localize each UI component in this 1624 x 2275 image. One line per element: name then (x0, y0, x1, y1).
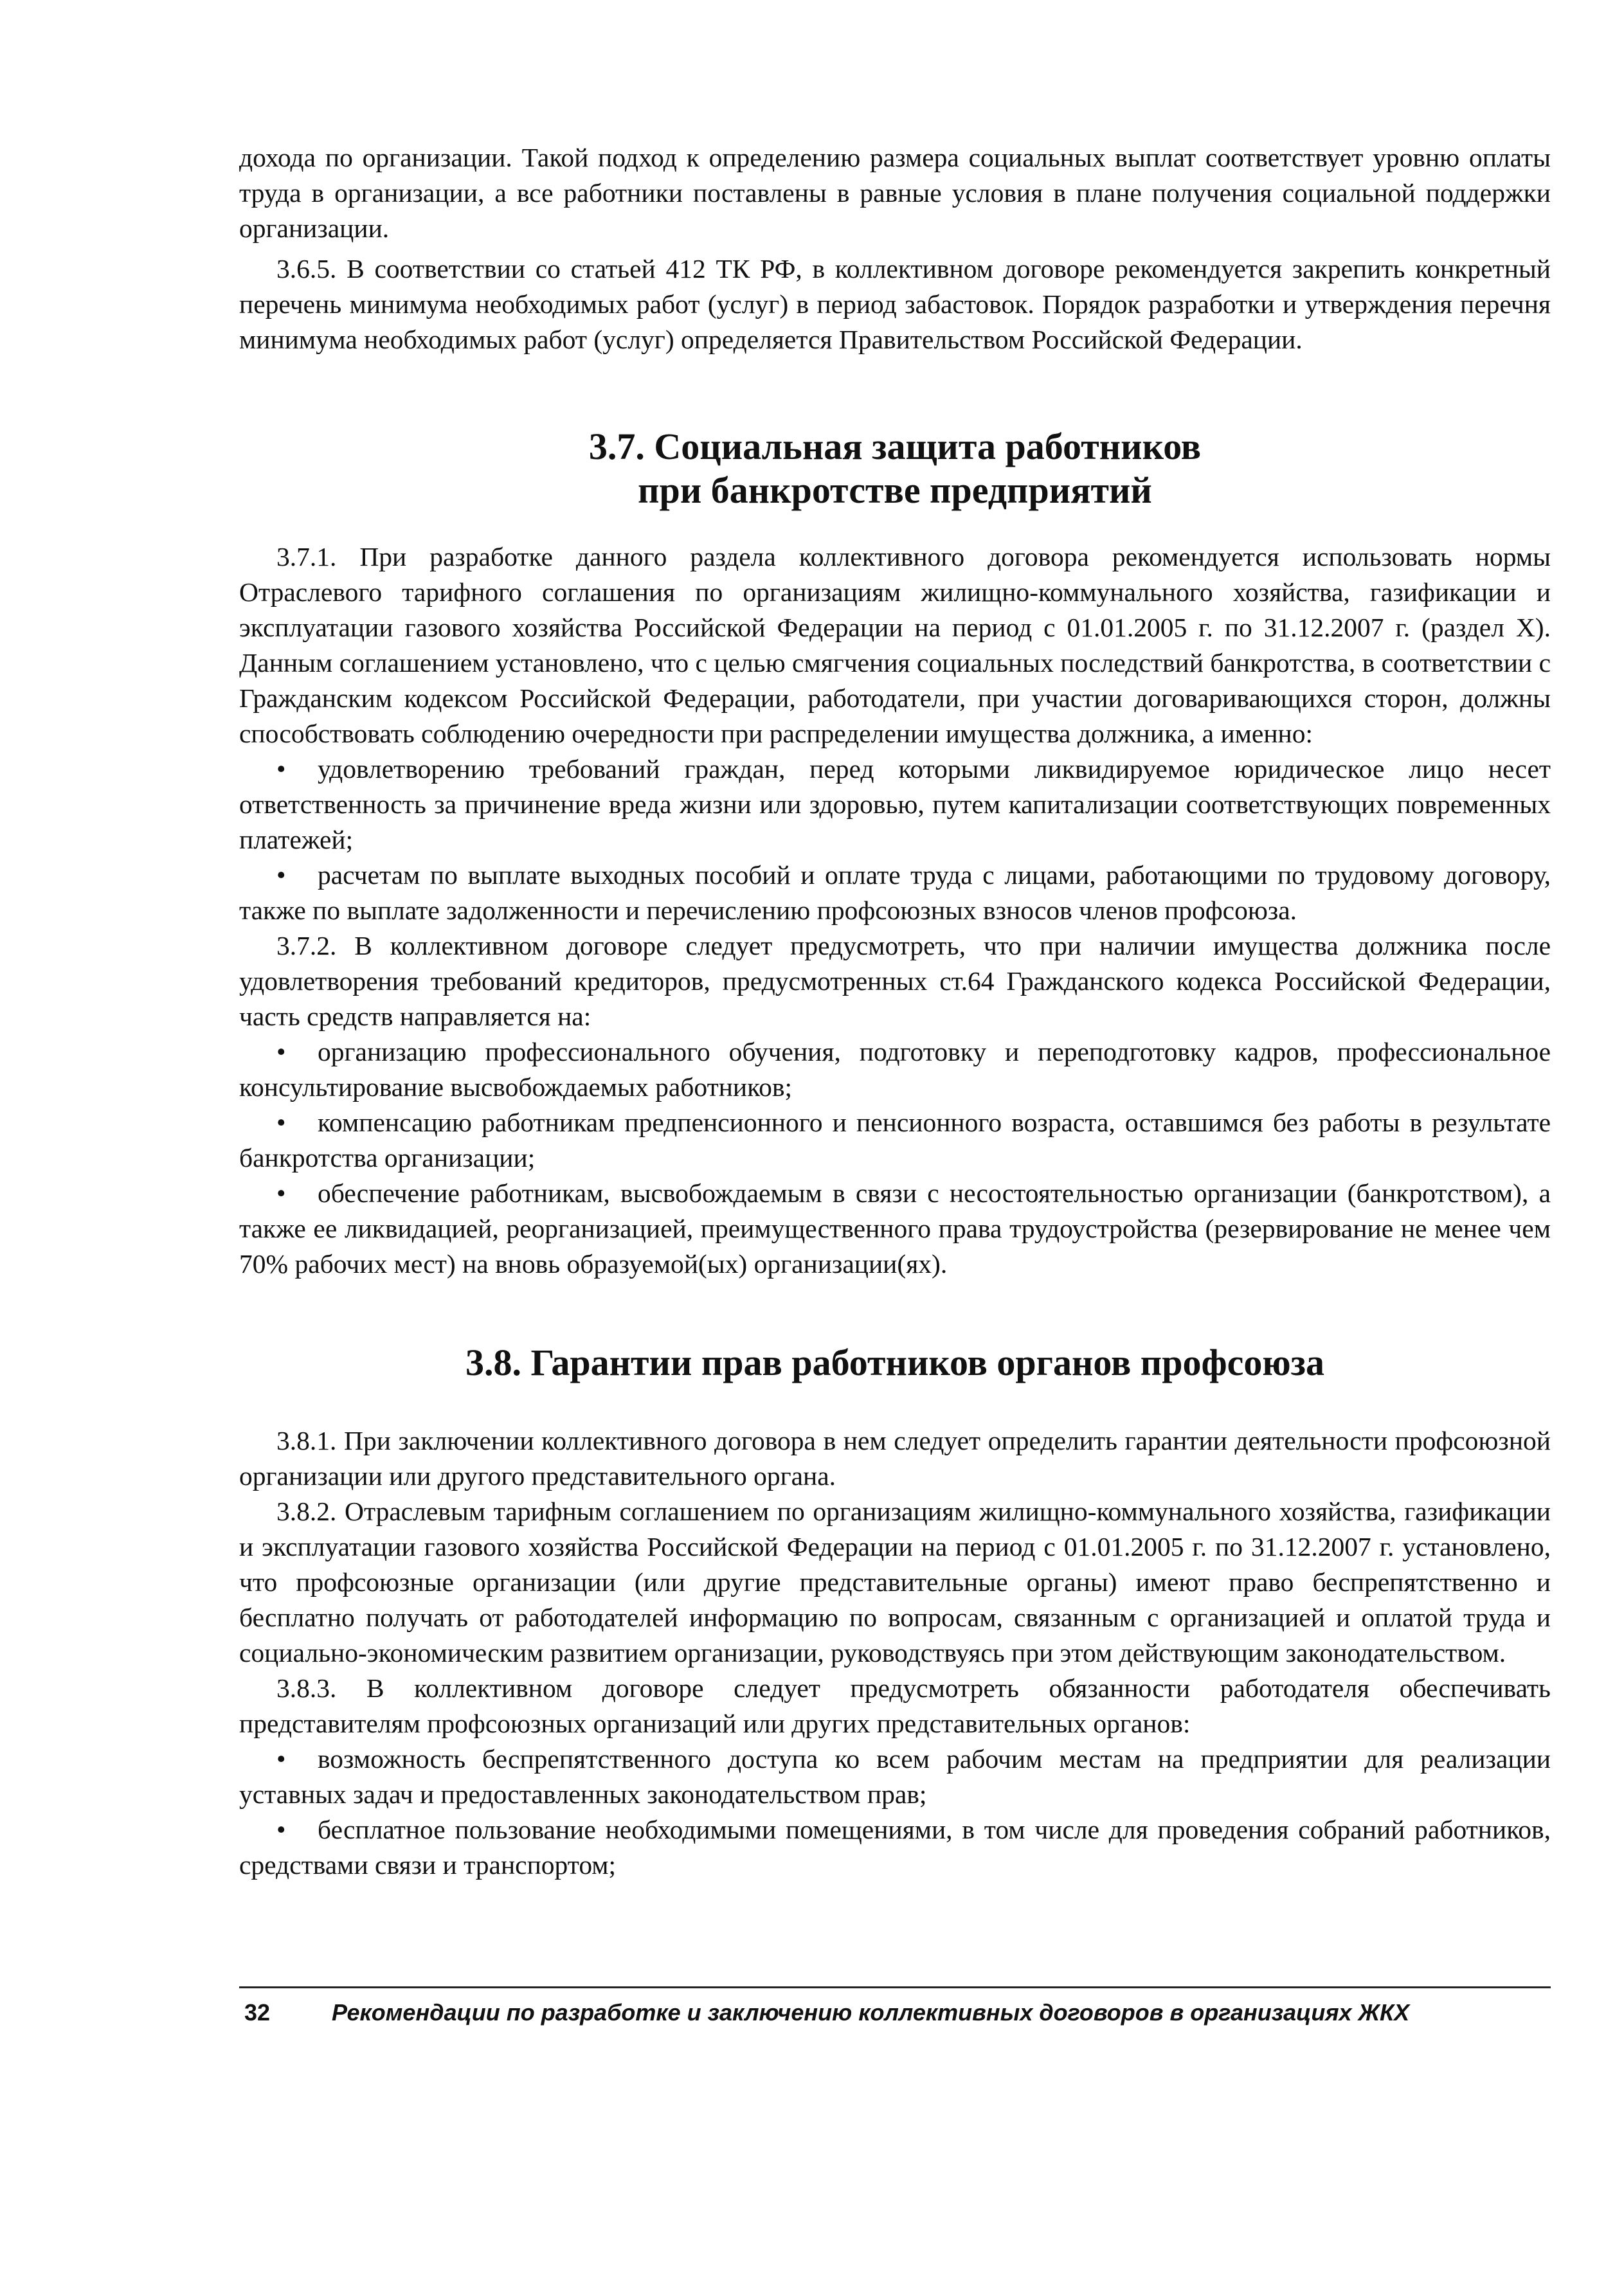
section-heading-3-8: 3.8. Гарантии прав работников органов профсоюза (465, 1342, 1324, 1383)
bullet-icon: • (276, 1178, 286, 1208)
paragraph: дохода по организации. Такой подход к определению размера социальных выплат соответствует уровню оплаты труда в организации, а все работники поставлены в равные условия в плане получения социальной поддержки организации. (239, 143, 1551, 243)
bullet-icon: • (276, 1744, 286, 1774)
bullet-icon: • (276, 754, 286, 784)
list-item (239, 1034, 1551, 1105)
list-item (239, 751, 1551, 858)
list-item-text: возможность беспрепятственного доступа ко всем рабочим местам на предприятии для реализации уставных задач и предоставленных законодательством прав; (239, 1744, 1551, 1809)
paragraph-3-8-2: 3.8.2. Отраслевым тарифным соглашением по организациям жилищно-коммунального хозяйства, газификации и эксплуатации газового хозяйства Российской Федерации на период с 01.01.2005 г. по 31.12.2007 г. установлено, что профсоюзные организации (или другие представительные органы) имеют право беспрепятственно и бесплатно получать от работодателей информацию по вопросам, связанным с организацией и оплатой труда и социально-экономическим развитием организации, руководствуясь при этом действующим законодательством. (239, 1497, 1551, 1668)
paragraph-3-7-1: 3.7.1. При разработке данного раздела коллективного договора рекомендуется использовать нормы Отраслевого тарифного соглашения по организациям жилищно-коммунального хозяйства, газификации и эксплуатации газового хозяйства Российской Федерации на период с 01.01.2005 г. по 31.12.2007 г. (раздел X). Данным соглашением установлено, что с целью смягчения социальных последствий банкротства, в соответствии с Гражданским кодексом Российской Федерации, работодатели, при участии договаривающихся сторон, должны способствовать соблюдению очередности при распределении имущества должника, а именно: (239, 542, 1551, 748)
list-item (239, 1812, 1551, 1883)
footer-divider (239, 1986, 1551, 1988)
bullet-icon: • (276, 1108, 286, 1137)
running-title: Рекомендации по разработке и заключению коллективных договоров в организациях ЖКХ (332, 1999, 1410, 2026)
section-heading-3-7-line1: 3.7. Социальная защита работников (588, 426, 1202, 467)
paragraph-3-8-1: 3.8.1. При заключении коллективного договора в нем следует определить гарантии деятельности профсоюзной организации или другого представительного органа. (239, 1426, 1551, 1491)
list-item-text: удовлетворению требований граждан, перед которыми ликвидируемое юридическое лицо несет ответственность за причинение вреда жизни или здоровью, путем капитализации соответствующих повременных платежей; (239, 754, 1551, 854)
list-item (239, 858, 1551, 928)
list-item-text: организацию профессионального обучения, подготовку и переподготовку кадров, профессиональное консультирование высвобождаемых работников; (239, 1037, 1551, 1102)
list-item-text: расчетам по выплате выходных пособий и оплате труда с лицами, работающими по трудовому договору, также по выплате задолженности и перечислению профсоюзных взносов членов профсоюза. (239, 860, 1551, 925)
list-item-text: компенсацию работникам предпенсионного и пенсионного возраста, оставшимся без работы в результате банкротства организации; (239, 1108, 1551, 1173)
list-item (239, 1741, 1551, 1812)
list-item-text: обеспечение работникам, высвобождаемым в связи с несостоятельностью организации (банкротством), а также ее ликвидацией, реорганизацией, преимущественного права трудоустройства (резервирование не менее чем 70% рабочих мест) на вновь образуемой(ых) организации(ях). (239, 1178, 1551, 1279)
bullet-icon: • (276, 1037, 286, 1066)
bullet-icon: • (276, 860, 286, 890)
page-footer (244, 1998, 1549, 2028)
section-heading-3-7-line2: при банкротстве предприятий (638, 469, 1152, 511)
page-number: 32 (244, 1999, 271, 2026)
list-item-text: бесплатное пользование необходимыми помещениями, в том числе для проведения собраний работников, средствами связи и транспортом; (239, 1815, 1551, 1880)
page-body (239, 140, 1551, 1883)
list-item (239, 1176, 1551, 1282)
paragraph-3-7-2: 3.7.2. В коллективном договоре следует предусмотреть, что при наличии имущества должника после удовлетворения требований кредиторов, предусмотренных ст.64 Гражданского кодекса Российской Федерации, часть средств направляется на: (239, 931, 1551, 1031)
bullet-icon: • (276, 1815, 286, 1844)
paragraph-3-8-3: 3.8.3. В коллективном договоре следует предусмотреть обязанности работодателя обеспечивать представителям профсоюзных организаций или других представительных органов: (239, 1673, 1551, 1738)
paragraph-3-6-5: 3.6.5. В соответствии со статьей 412 ТК РФ, в коллективном договоре рекомендуется закрепить конкретный перечень минимума необходимых работ (услуг) в период забастовок. Порядок разработки и утверждения перечня минимума необходимых работ (услуг) определяется Правительством Российской Федерации. (239, 254, 1551, 354)
list-item (239, 1105, 1551, 1176)
